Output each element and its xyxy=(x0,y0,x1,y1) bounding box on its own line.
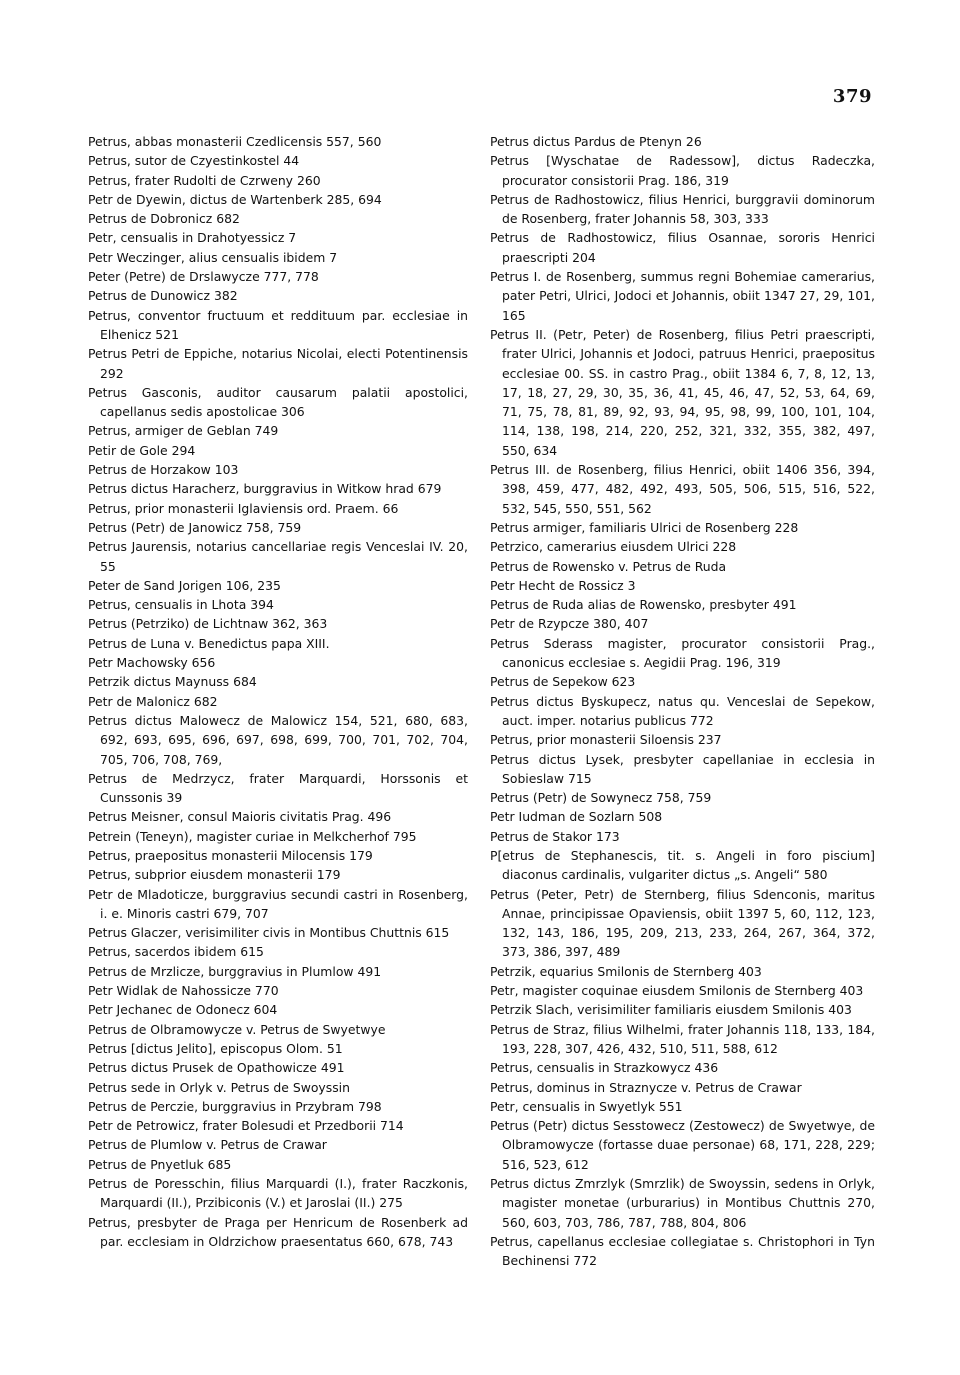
index-entry: Petrus, dominus in Straznycze v. Petrus de Crawar xyxy=(490,1079,802,1095)
index-entry: Petrus, presbyter de Praga per Henricum de Rosenberk ad par. ecclesiam in Oldrzichow praesentatus 660, 678, 743 xyxy=(88,1214,468,1249)
index-entry: Petrus, praepositus monasterii Milocensis 179 xyxy=(88,847,373,863)
index-entry: Petrus [Wyschatae de Radessow], dictus Radeczka, procurator consistorii Prag. 186, 319 xyxy=(490,153,875,188)
index-entry: Petrus de Radhostowicz, filius Osannae, sororis Henrici praescripti 204 xyxy=(490,230,875,265)
index-entry: Petrus de Olbramowycze v. Petrus de Swyetwye xyxy=(88,1021,386,1037)
index-entry: Petrus de Luna v. Benedictus papa XIII. xyxy=(88,635,330,651)
index-entry: Petrus de Stakor 173 xyxy=(490,828,620,844)
index-entry: Petrus de Rowensko v. Petrus de Ruda xyxy=(490,558,727,574)
index-entry: Peter (Petre) de Drslawycze 777, 778 xyxy=(88,269,319,285)
index-entry: Petrus (Petr) de Janowicz 758, 759 xyxy=(88,519,302,535)
index-entry: Petrus Gasconis, auditor causarum palatii apostolici, capellanus sedis apostolicae 306 xyxy=(88,384,468,420)
index-entry: Petrus, subprior eiusdem monasterii 179 xyxy=(88,867,341,883)
index-entry: Petrus dictus Pardus de Ptenyn 26 xyxy=(490,134,702,149)
index-entry: Petrus de Plumlow v. Petrus de Crawar xyxy=(88,1137,327,1153)
index-entry: Petrus de Poresschin, filius Marquardi (I.), frater Raczkonis, Marquardi (II.), Przibiconis (V.) et Jaroslai (II.) 275 xyxy=(88,1176,468,1211)
index-entry: Petrus, sacerdos ibidem 615 xyxy=(88,944,264,960)
index-entry: Petrus Jaurensis, notarius cancellariae regis Venceslai IV. 20, 55 xyxy=(88,539,468,574)
index-entry: P[etrus de Stephanescis, tit. s. Angeli in foro piscium] diaconus cardinalis, vulgariter dictus „s. Angeli“ 580 xyxy=(490,847,875,883)
index-entry: Petrzik dictus Maynuss 684 xyxy=(88,674,257,690)
index-entry: Petrus dictus Malowecz de Malowicz 154, 521, 680, 683, 692, 693, 695, 696, 697, 698, 699, 700, 701, 702, 704, 705, 706, 708, 769, xyxy=(88,712,468,767)
index-entry: Petir de Gole 294 xyxy=(88,442,196,458)
index-entry: Petrus armiger, familiaris Ulrici de Rosenberg 228 xyxy=(490,519,799,535)
index-entry: Petrus Meisner, consul Maioris civitatis Prag. 496 xyxy=(88,809,392,825)
index-entry: Petr de Rzypcze 380, 407 xyxy=(490,616,649,632)
index-entry: Petrus dictus Prusek de Opathowicze 491 xyxy=(88,1060,345,1076)
index-entry: Petr Jechanec de Odonecz 604 xyxy=(88,1002,278,1018)
index-entry: Petrus, censualis in Lhota 394 xyxy=(88,597,274,613)
index-entry: Petrus dictus Lysek, presbyter capellaniae in ecclesia in Sobieslaw 715 xyxy=(490,751,875,786)
index-entry: Petrus de Perczie, burggravius in Przybram 798 xyxy=(88,1098,382,1114)
index-entry: Petrus de Pnyetluk 685 xyxy=(88,1156,232,1172)
index-entry: Petrzico, camerarius eiusdem Ulrici 228 xyxy=(490,539,737,555)
index-entry: Petrus (Petr) dictus Sesstowecz (Zestowecz) de Swyetwye, de Olbramowycze (fortasse duae personae) 68, 171, 228, 229; 516, 523, 612 xyxy=(490,1118,875,1172)
index-entry: Petrus, armiger de Geblan 749 xyxy=(88,423,279,439)
index-entry: Petrus (Peter, Petr) de Sternberg, filius Sdenconis, maritus Annae, principissae Opaviensis, obiit 1397 5, 60, 112, 123, 132, 143, 186, 195, 209, 213, 233, 264, 267, 364, 372, 373, 386, 397, 489 xyxy=(490,886,875,960)
index-entry: Petr Hecht de Rossicz 3 xyxy=(490,577,636,593)
index-entry: Petr, magister coquinae eiusdem Smilonis de Sternberg 403 xyxy=(490,983,864,999)
index-entry: Petrus de Medrzycz, frater Marquardi, Horssonis et Cunssonis 39 xyxy=(88,770,468,806)
index-entry: Petrus de Radhostowicz, filius Henrici, burggravii dominorum de Rosenberg, frater Johannis 58, 303, 333 xyxy=(490,191,875,227)
index-entry: Petr, censualis in Drahotyessicz 7 xyxy=(88,230,297,246)
index-entry: Petr, censualis in Swyetlyk 551 xyxy=(490,1098,683,1114)
index-entry: Petrus, abbas monasterii Czedlicensis 557, 560 xyxy=(88,134,382,149)
index-entry: Petrzik Slach, verisimiliter familiaris eiusdem Smilonis 403 xyxy=(490,1002,852,1018)
index-entry: Petrus (Petr) de Sowynecz 758, 759 xyxy=(490,790,712,806)
index-entry: Petrus, capellanus ecclesiae collegiatae s. Christophori in Tyn Bechinensi 772 xyxy=(490,1233,875,1269)
index-entry: Petr de Petrowicz, frater Bolesudi et Przedborii 714 xyxy=(88,1118,404,1134)
index-entry: Petr de Malonicz 682 xyxy=(88,693,218,709)
index-entry: Petrus, prior monasterii Siloensis 237 xyxy=(490,732,722,748)
index-entry: Petrus II. (Petr, Peter) de Rosenberg, filius Petri praescripti, frater Ulrici, Johannis et Jodoci, patruus Henrici, praepositus ecclesiae 00. SS. in castro Prag., obiit 1384 6, 7, 8, 12, 13, 17, 18, 27, 29, 30, 35, 36, 41, 45, 46, 47, 52, 53, 64, 69, 71, 75, 78, 81, 89, 92, 93, 94, 95, 98, 99, 100, 101, 104, 114, 138, 198, 214, 220, 252, 321, 332, 355, 382, 497, 550, 634 xyxy=(490,326,875,458)
index-column-left xyxy=(88,132,468,1251)
index-entry: Petrus de Ruda alias de Rowensko, presbyter 491 xyxy=(490,597,797,613)
index-entry: Petrus sede in Orlyk v. Petrus de Swoyssin xyxy=(88,1079,350,1095)
index-entry: Petrus de Dunowicz 382 xyxy=(88,288,238,304)
index-entry: Petrus dictus Haracherz, burggravius in Witkow hrad 679 xyxy=(88,481,442,497)
index-entry: Petrus, sutor de Czyestinkostel 44 xyxy=(88,153,300,169)
index-entry: Petrus, frater Rudolti de Czrweny 260 xyxy=(88,172,321,188)
index-entry: Petrus de Sepekow 623 xyxy=(490,674,636,690)
index-entry: Petr Machowsky 656 xyxy=(88,655,216,671)
index-entry: Petr Iudman de Sozlarn 508 xyxy=(490,809,663,825)
index-entry: Petrus I. de Rosenberg, summus regni Bohemiae camerarius, pater Petri, Ulrici, Jodoci et Johannis, obiit 1347 27, 29, 101, 165 xyxy=(490,269,875,323)
index-entry: Petrein (Teneyn), magister curiae in Melkcherhof 795 xyxy=(88,828,417,844)
index-entry: Peter de Sand Jorigen 106, 235 xyxy=(88,577,281,593)
index-entry: Petrus Glaczer, verisimiliter civis in Montibus Chuttnis 615 xyxy=(88,925,450,941)
index-column-right xyxy=(490,132,875,1271)
index-entry: Petr de Mladoticze, burggravius secundi castri in Rosenberg, i. e. Minoris castri 679, 707 xyxy=(88,886,468,921)
index-entry: Petr Weczinger, alius censualis ibidem 7 xyxy=(88,249,338,265)
page-number: 379 xyxy=(832,86,872,107)
index-entry: Petrus Petri de Eppiche, notarius Nicolai, electi Potentinensis 292 xyxy=(88,346,468,381)
index-entry: Petrus dictus Byskupecz, natus qu. Venceslai de Sepekow, auct. imper. notarius publicus 772 xyxy=(490,693,875,728)
index-entry: Petrus, prior monasterii Iglaviensis ord. Praem. 66 xyxy=(88,500,399,516)
index-entry: Petr Widlak de Nahossicze 770 xyxy=(88,983,279,999)
index-entry: Petrzik, equarius Smilonis de Sternberg 403 xyxy=(490,963,762,979)
index-entry: Petrus, censualis in Strazkowycz 436 xyxy=(490,1060,719,1076)
index-entry: Petrus Sderass magister, procurator consistorii Prag., canonicus ecclesiae s. Aegidii Prag. 196, 319 xyxy=(490,635,875,671)
index-entry: Petrus dictus Zmrzlyk (Smrzlik) de Swoyssin, sedens in Orlyk, magister monetae (urburarius) in Montibus Chuttnis 270, 560, 603, 703, 786, 787, 788, 804, 806 xyxy=(490,1176,875,1230)
index-entry: Petrus de Horzakow 103 xyxy=(88,462,239,478)
index-entry: Petrus de Dobronicz 682 xyxy=(88,211,240,227)
index-entry: Petrus de Mrzlicze, burggravius in Plumlow 491 xyxy=(88,963,382,979)
index-entry: Petrus de Straz, filius Wilhelmi, frater Johannis 118, 133, 184, 193, 228, 307, 426, 432, 510, 511, 588, 612 xyxy=(490,1021,875,1056)
index-entry: Petrus [dictus Jelito], episcopus Olom. 51 xyxy=(88,1040,343,1056)
index-entry: Petrus, conventor fructuum et reddituum par. ecclesiae in Elhenicz 521 xyxy=(88,307,468,342)
index-entry: Petr de Dyewin, dictus de Wartenberk 285, 694 xyxy=(88,191,382,207)
index-entry: Petrus III. de Rosenberg, filius Henrici, obiit 1406 356, 394, 398, 459, 477, 482, 492, 493, 505, 506, 515, 516, 522, 532, 545, 550, 551, 562 xyxy=(490,462,875,516)
index-entry: Petrus (Petrziko) de Lichtnaw 362, 363 xyxy=(88,616,328,632)
